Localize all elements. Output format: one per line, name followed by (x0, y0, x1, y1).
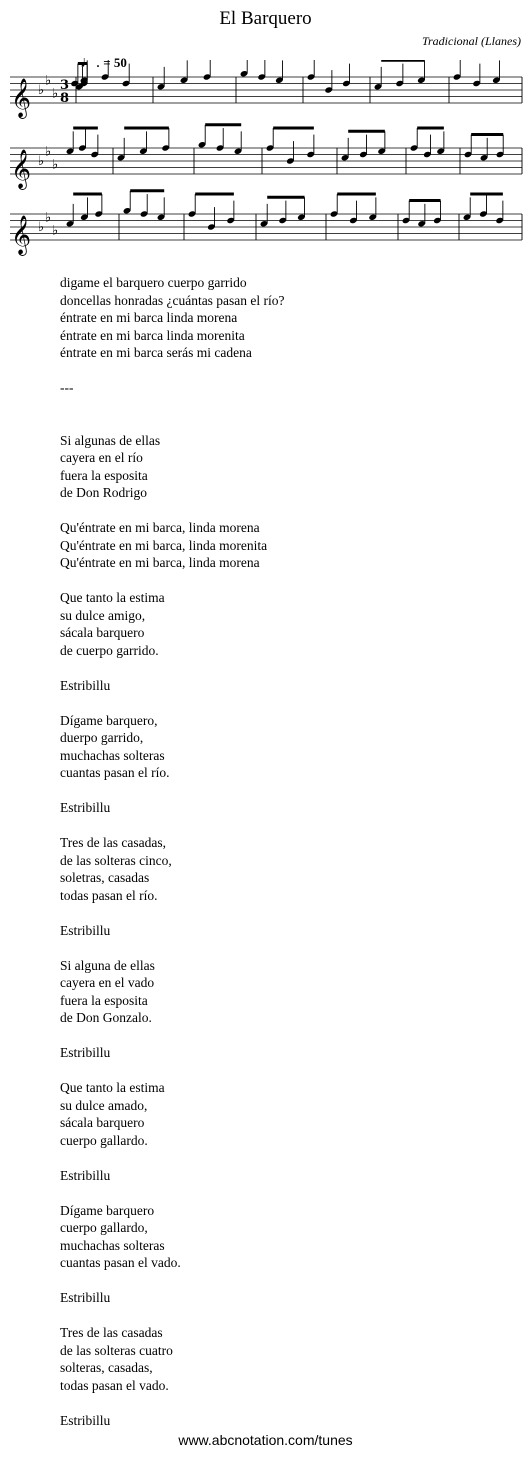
flat-icon: ♭ (38, 154, 45, 169)
composer-credit: Tradicional (Llanes) (421, 34, 521, 48)
lyric-line: Que tanto la estima (60, 1080, 165, 1095)
lyric-line: cuantas pasan el río. (60, 765, 170, 780)
lyric-line: Estribillu (60, 677, 111, 693)
lyric-line (60, 904, 500, 922)
flat-icon: ♭ (52, 157, 59, 173)
flat-icon: ♭ (45, 144, 52, 160)
lyric-line (60, 817, 500, 835)
treble-clef-icon: 𝄞 (11, 149, 32, 189)
lyric-line: muchachas solteras (60, 1237, 165, 1253)
lyric-line: Si alguna de ellas (60, 957, 155, 973)
lyric-line: de Don Rodrigo (60, 485, 147, 500)
lyric-line: fuera la esposita (60, 467, 148, 483)
lyric-line: Estribillu (60, 1167, 111, 1183)
lyric-line: cayera en el río (60, 450, 143, 465)
lyric-line (60, 1272, 500, 1290)
lyric-line: cuantas pasan el vado. (60, 1255, 181, 1270)
lyric-line (60, 1394, 500, 1412)
treble-clef-icon: 𝄞 (11, 78, 32, 118)
treble-clef-icon: 𝄞 (11, 215, 32, 255)
lyric-line: Tres de las casadas (60, 1325, 163, 1340)
lyric-line (60, 414, 500, 432)
lyric-line (60, 572, 500, 590)
lyric-line (60, 694, 500, 712)
lyric-line: cuerpo gallardo. (60, 1132, 148, 1148)
lyric-line (60, 1062, 500, 1080)
flat-icon: ♭ (45, 73, 52, 89)
lyric-line: soletras, casadas (60, 870, 150, 885)
flat-icon: ♭ (45, 210, 52, 226)
lyric-line: doncellas honradas ¿cuántas pasan el río? (60, 292, 285, 308)
lyric-line: Tres de las casadas, (60, 835, 166, 850)
lyric-line: su dulce amado, (60, 1097, 148, 1113)
lyrics-block (60, 274, 500, 1429)
lyric-line: Estribillu (60, 800, 111, 815)
lyric-line: fuera la esposita (60, 992, 148, 1008)
lyric-line: solteras, casadas, (60, 1360, 153, 1375)
lyric-line: Dígame barquero, (60, 712, 158, 728)
flat-icon: ♭ (38, 83, 45, 98)
lyric-line (60, 362, 500, 380)
lyric-line (60, 1307, 500, 1325)
lyric-line: Estribillu (60, 922, 111, 938)
lyric-line: muchachas solteras (60, 747, 165, 763)
lyric-line: --- (60, 380, 74, 395)
lyric-line (60, 939, 500, 957)
lyric-line: digame el barquero cuerpo garrido (60, 275, 247, 290)
lyric-line (60, 397, 500, 415)
lyric-line (60, 659, 500, 677)
lyric-line: sácala barquero (60, 625, 145, 640)
lyric-line: Dígame barquero (60, 1202, 155, 1218)
tempo-text: = 50 (103, 55, 127, 70)
lyric-line: Estribillu (60, 1045, 111, 1060)
time-signature-denominator: 8 (60, 91, 70, 106)
lyric-line: de cuerpo garrido. (60, 642, 159, 658)
lyric-line: Estribillu (60, 1412, 111, 1428)
time-signature-numerator: 3 (60, 78, 70, 93)
lyric-line (60, 502, 500, 520)
lyric-line: Qu'éntrate en mi barca, linda morenita (60, 537, 268, 553)
lyric-line: de las solteras cinco, (60, 852, 172, 868)
lyric-line: de las solteras cuatro (60, 1342, 173, 1358)
song-title: El Barquero (219, 8, 312, 29)
lyric-line (60, 1149, 500, 1167)
lyric-line: de Don Gonzalo. (60, 1010, 152, 1025)
lyric-line: éntrate en mi barca serás mi cadena (60, 345, 252, 360)
lyric-line: Estribillu (60, 1290, 111, 1305)
lyric-line: Que tanto la estima (60, 590, 165, 605)
lyric-line: su dulce amigo, (60, 607, 146, 623)
lyric-line (60, 1184, 500, 1202)
lyric-line: cayera en el vado (60, 975, 155, 990)
lyric-line: todas pasan el río. (60, 887, 158, 903)
lyric-line: éntrate en mi barca linda morena (60, 310, 238, 325)
lyric-line: cuerpo gallardo, (60, 1220, 148, 1235)
footer-url[interactable]: www.abcnotation.com/tunes (178, 1432, 353, 1448)
lyric-line: todas pasan el vado. (60, 1377, 169, 1393)
flat-icon: ♭ (38, 220, 45, 235)
lyric-line: Qu'éntrate en mi barca, linda morena (60, 520, 260, 535)
sheet-music (0, 60, 531, 260)
lyric-line: Si algunas de ellas (60, 432, 161, 448)
lyric-line: duerpo garrido, (60, 730, 144, 745)
lyric-line: éntrate en mi barca linda morenita (60, 327, 245, 343)
flat-icon: ♭ (52, 223, 59, 239)
lyric-line (60, 1027, 500, 1045)
flat-icon: ♭ (52, 86, 59, 102)
lyric-line: sácala barquero (60, 1115, 145, 1130)
dotted-quarter-note-icon: ♩. (80, 54, 100, 71)
lyric-line: Qu'éntrate en mi barca, linda morena (60, 555, 260, 570)
lyric-line (60, 782, 500, 800)
